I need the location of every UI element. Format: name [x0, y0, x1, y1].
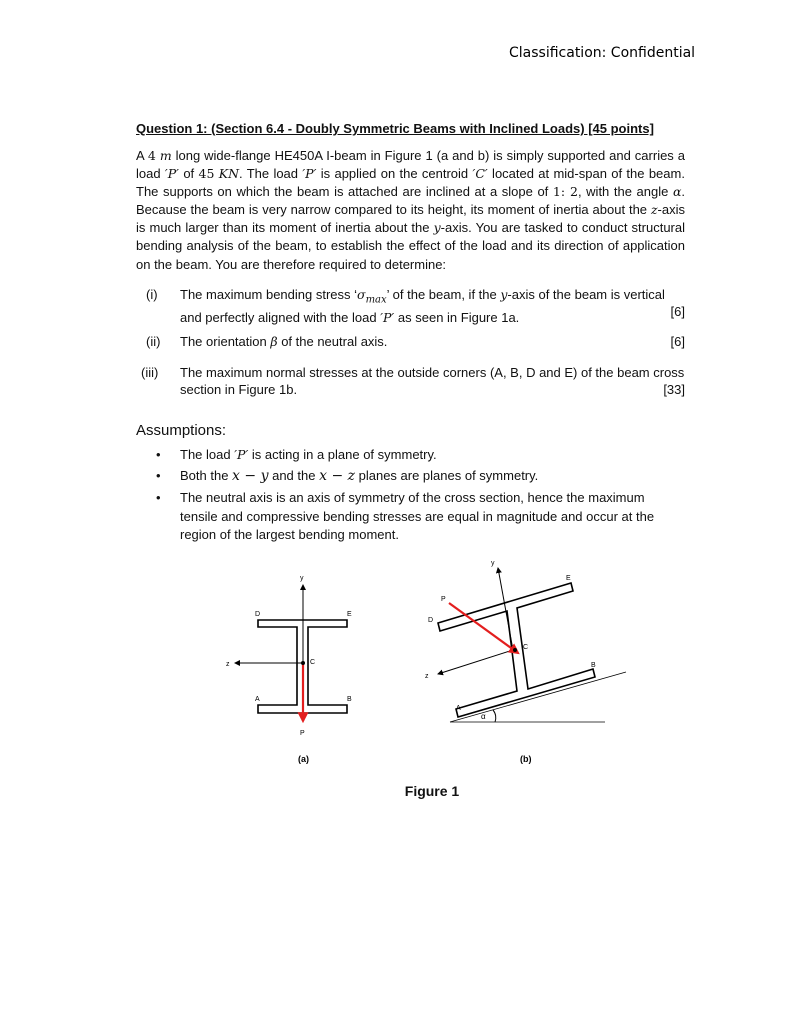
label-p-a: P	[300, 730, 305, 737]
label-d-b: D	[428, 617, 434, 624]
label-a-b: A	[456, 705, 461, 712]
score-ii: [6]	[670, 334, 685, 349]
incline-line-b	[450, 672, 626, 722]
label-c-b: C	[523, 644, 529, 651]
label-c-a: C	[310, 659, 316, 666]
figure-caption: Figure 1	[404, 783, 460, 799]
label-d-a: D	[255, 611, 261, 618]
caption-a: (a)	[298, 754, 309, 764]
figure-a	[226, 575, 352, 764]
classification-label: Classification: Confidential	[509, 45, 696, 61]
label-b-b: B	[591, 662, 596, 669]
assumptions-heading: Assumptions:	[136, 422, 227, 439]
question-intro: A 4 m long wide-flange HE450A I-beam in Figure 1 (a and b) is simply supported and carries a load ′P′ of 45 KN. The load ′P′ is applied on the centroid ′C′ located at mid-span of the beam. The supports on which the beam is attached are inclined at a slope of 1: 2, with the angle α. Because the beam is very narrow compared to its height, its moment of inertia about the z-axis is much larger than its moment of inertia about the y-axis. You are tasked to conduct structural bending analysis of the beam, to establish the effect of the load and its direction of application on the beam. You are therefore required to determine:	[136, 148, 686, 272]
alpha-arc-b	[493, 710, 496, 722]
label-e-a: E	[347, 611, 352, 618]
label-b-a: B	[347, 696, 352, 703]
label-y-b: y	[491, 560, 495, 567]
label-z-b: z	[425, 673, 429, 680]
label-y-a: y	[300, 575, 304, 582]
label-e-b: E	[566, 575, 571, 582]
figure-b	[425, 560, 626, 764]
z-axis-b	[438, 650, 513, 674]
question-title: Question 1: (Section 6.4 - Doubly Symmetric Beams with Inclined Loads) [45 points]	[136, 121, 654, 136]
centroid-point-b	[513, 648, 517, 652]
label-p-b: P	[441, 596, 446, 603]
label-alpha-b: α	[481, 712, 486, 721]
score-iii: [33]	[663, 382, 685, 397]
centroid-point-a	[301, 661, 305, 665]
label-z-a: z	[226, 661, 230, 668]
label-a-a: A	[255, 696, 260, 703]
caption-b: (b)	[520, 754, 532, 764]
score-i: [6]	[670, 304, 685, 319]
